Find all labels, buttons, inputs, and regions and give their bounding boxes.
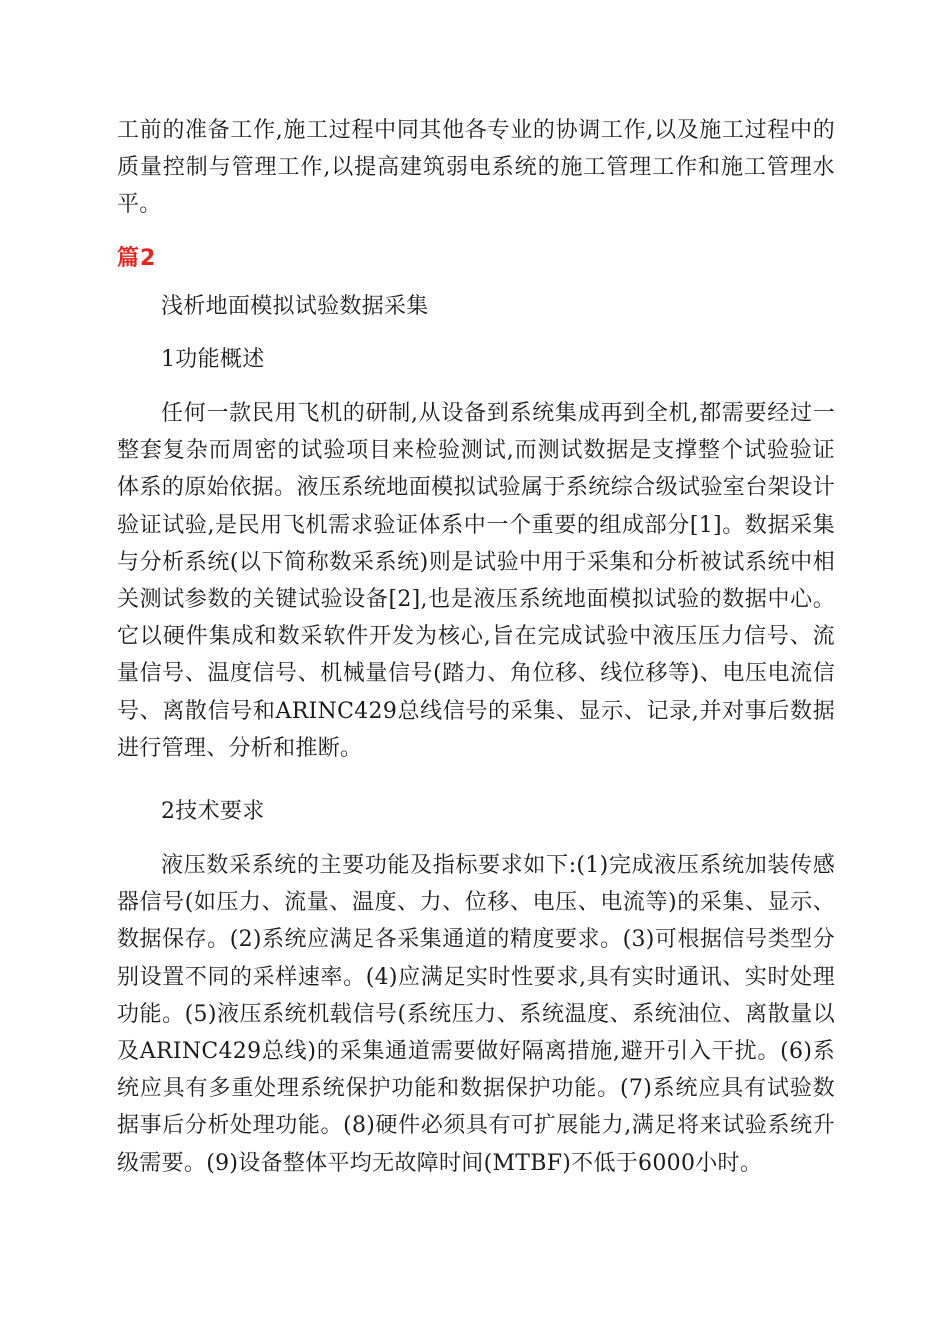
section2-heading: 2技术要求: [161, 799, 265, 824]
section1-heading: 1功能概述: [161, 347, 265, 372]
section-heading: 篇2: [117, 246, 157, 271]
continuation-paragraph: 工前的准备工作,施工过程中同其他各专业的协调工作,以及施工过程中的质量控制与管理工作,以提高建筑弱电系统的施工管理工作和施工管理水平。: [117, 118, 835, 218]
section1-paragraph: 任何一款民用飞机的研制,从设备到系统集成再到全机,都需要经过一整套复杂而周密的试验项目来检验测试,而测试数据是支撑整个试验验证体系的原始依据。液压系统地面模拟试验属于系统综合级试验室台架设计验证试验,是民用飞机需求验证体系中一个重要的组成部分[1]。数据采集与分析系统(以下简称数采系统)则是试验中用于采集和分析被试系统中相关测试参数的关键试验设备[2],也是液压系统地面模拟试验的数据中心。它以硬件集成和数采软件开发为核心,旨在完成试验中液压压力信号、流量信号、温度信号、机械量信号(踏力、角位移、线位移等)、电压电流信号、离散信号和ARINC429总线信号的采集、显示、记录,并对事后数据进行管理、分析和推断。: [117, 401, 835, 761]
section2-paragraph: 液压数采系统的主要功能及指标要求如下:(1)完成液压系统加装传感器信号(如压力、流量、温度、力、位移、电压、电流等)的采集、显示、数据保存。(2)系统应满足各采集通道的精度要求。(3)可根据信号类型分别设置不同的采样速率。(4)应满足实时性要求,具有实时通讯、实时处理功能。(5)液压系统机载信号(系统压力、系统温度、系统油位、离散量以及ARINC429总线)的采集通道需要做好隔离措施,避开引入干扰。(6)系统应具有多重处理系统保护功能和数据保护功能。(7)系统应具有试验数据事后分析处理功能。(8)硬件必须具有可扩展能力,满足将来试验系统升级需要。(9)设备整体平均无故障时间(MTBF)不低于6000小时。: [117, 853, 835, 1176]
article-title: 浅析地面模拟试验数据采集: [161, 294, 429, 319]
